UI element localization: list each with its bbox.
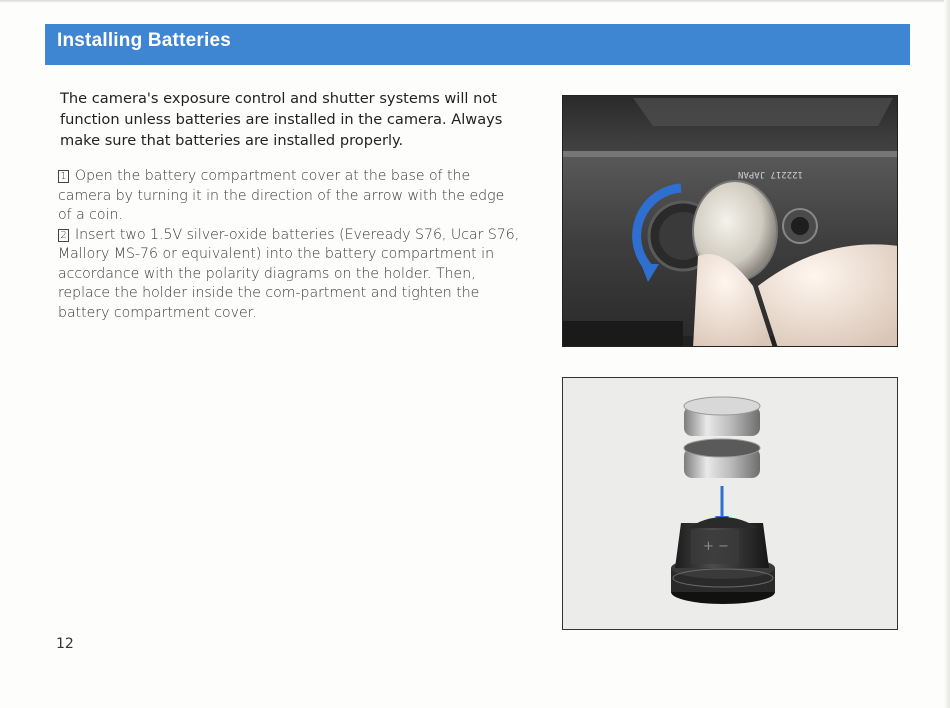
engraved-serial: 122217 JAPAN (737, 169, 803, 179)
step-2 (58, 226, 520, 324)
page-number: 12 (56, 636, 74, 652)
intro-paragraph: The camera's exposure control and shutter systems will not function unless batteries are installed in the camera. Always make sure that batteries are installed properly. (60, 90, 503, 149)
step-number-2: 2 (58, 229, 69, 242)
battery-top (684, 397, 760, 436)
camera-base-illustration (563, 96, 898, 347)
title-bar (45, 24, 910, 65)
step-1 (58, 167, 520, 226)
camera-base-photo (562, 95, 898, 347)
step-2-text: Insert two 1.5V silver-oxide batteries (Eveready S76, Ucar S76, Mallory MS-76 or equivalent) into the battery compartment in accordance with the polarity diagrams on the holder. Then, replace the holder inside the com-partment and tighten the battery compartment cover. (58, 226, 520, 321)
polarity-marks: + − (703, 539, 729, 554)
battery-holder-photo (562, 377, 898, 630)
steps-list (58, 167, 520, 323)
page-edge-right (944, 0, 950, 708)
step-number-1: 1 (58, 170, 69, 183)
step-1-text: Open the battery compartment cover at the base of the camera by turning it in the direction of the arrow with the edge of a coin. (58, 168, 505, 223)
battery-holder (671, 517, 775, 604)
battery-bottom (684, 439, 760, 478)
battery-holder-illustration (563, 378, 898, 630)
page-edge (0, 0, 950, 3)
page-title: Installing Batteries (57, 30, 231, 51)
